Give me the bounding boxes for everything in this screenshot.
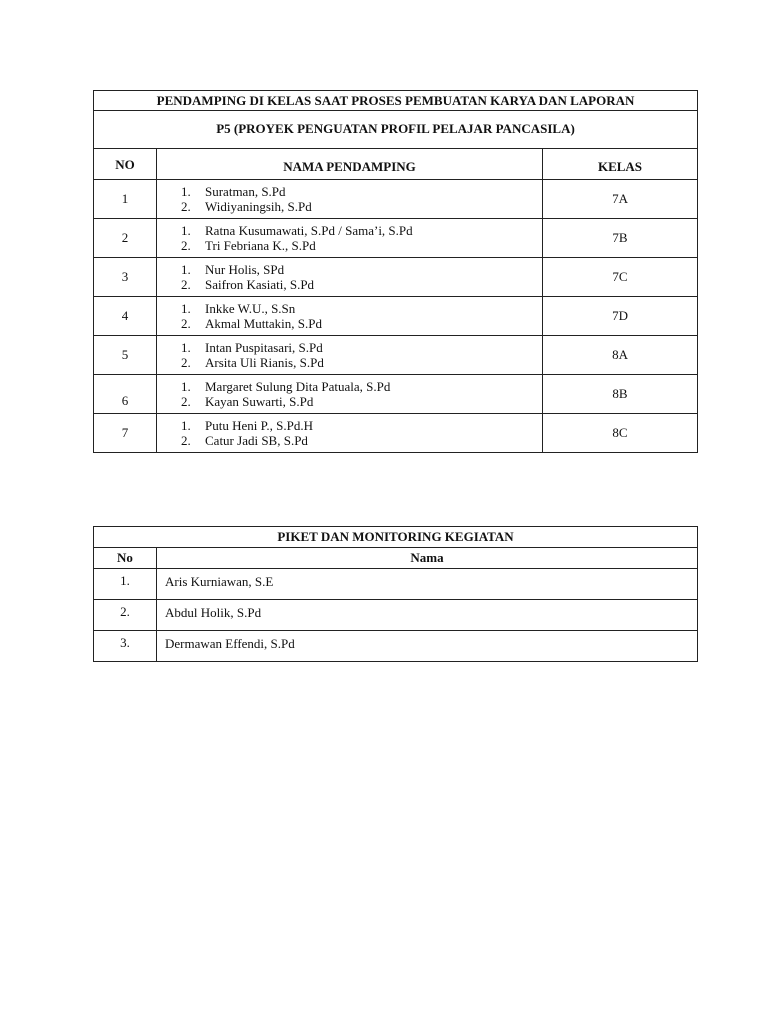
list-item — [181, 262, 542, 277]
pendamping-name: Nur Holis, SPd — [205, 262, 285, 277]
pendamping-name: Saifron Kasiati, S.Pd — [205, 277, 315, 292]
list-item-number: 2. — [181, 316, 191, 331]
table2-header-nama: Nama — [157, 548, 698, 569]
list-item — [181, 394, 542, 409]
pendamping-names — [157, 414, 543, 453]
table-row — [94, 375, 698, 414]
pendamping-name: Arsita Uli Rianis, S.Pd — [205, 355, 324, 370]
table-row — [94, 180, 698, 219]
list-item — [181, 316, 542, 331]
row-number: 1 — [94, 180, 157, 219]
list-item — [181, 418, 542, 433]
pendamping-name: Akmal Muttakin, S.Pd — [205, 316, 323, 331]
list-item — [181, 379, 542, 394]
list-item-number: 2. — [181, 355, 191, 370]
pendamping-names — [157, 258, 543, 297]
list-item-number: 1. — [181, 223, 191, 238]
table1-subtitle: P5 (PROYEK PENGUATAN PROFIL PELAJAR PANCASILA) — [94, 111, 698, 149]
table-row — [94, 600, 698, 631]
list-item-number: 1. — [181, 418, 191, 433]
piket-name: Abdul Holik, S.Pd — [157, 600, 698, 631]
table-row — [94, 569, 698, 600]
pendamping-name: Tri Febriana K., S.Pd — [205, 238, 316, 253]
table1-body — [94, 180, 698, 453]
row-number: 2. — [94, 600, 157, 631]
kelas-cell: 7B — [543, 219, 698, 258]
pendamping-name: Kayan Suwarti, S.Pd — [205, 394, 314, 409]
kelas-cell: 8B — [543, 375, 698, 414]
pendamping-names — [157, 297, 543, 336]
row-number: 3. — [94, 631, 157, 662]
piket-table — [93, 526, 698, 662]
row-number: 7 — [94, 414, 157, 453]
table-row — [94, 258, 698, 297]
list-item-number: 2. — [181, 199, 191, 214]
pendamping-name: Putu Heni P., S.Pd.H — [205, 418, 313, 433]
piket-name: Dermawan Effendi, S.Pd — [157, 631, 698, 662]
row-number: 4 — [94, 297, 157, 336]
kelas-cell: 7A — [543, 180, 698, 219]
pendamping-names — [157, 375, 543, 414]
list-item — [181, 340, 542, 355]
list-item-number: 2. — [181, 433, 191, 448]
list-item — [181, 184, 542, 199]
table-row — [94, 336, 698, 375]
list-item-number: 1. — [181, 379, 191, 394]
pendamping-names — [157, 180, 543, 219]
row-number: 3 — [94, 258, 157, 297]
list-item-number: 1. — [181, 184, 191, 199]
list-item — [181, 355, 542, 370]
col-header-nama: NAMA PENDAMPING — [157, 149, 543, 180]
kelas-cell: 8A — [543, 336, 698, 375]
table2-title: PIKET DAN MONITORING KEGIATAN — [94, 527, 698, 548]
table2-body — [94, 569, 698, 662]
col-header-no: NO — [94, 149, 157, 180]
pendamping-name: Catur Jadi SB, S.Pd — [205, 433, 308, 448]
list-item-number: 2. — [181, 277, 191, 292]
table1-title: PENDAMPING DI KELAS SAAT PROSES PEMBUATAN KARYA DAN LAPORAN — [94, 91, 698, 111]
row-number: 1. — [94, 569, 157, 600]
list-item — [181, 223, 542, 238]
list-item — [181, 238, 542, 253]
pendamping-name: Ratna Kusumawati, S.Pd / Sama’i, S.Pd — [205, 223, 413, 238]
kelas-cell: 7D — [543, 297, 698, 336]
list-item-number: 1. — [181, 262, 191, 277]
row-number: 6 — [94, 375, 157, 414]
pendamping-name: Suratman, S.Pd — [205, 184, 286, 199]
table-row — [94, 219, 698, 258]
list-item-number: 2. — [181, 238, 191, 253]
col-header-kelas: KELAS — [543, 149, 698, 180]
pendamping-table — [93, 90, 698, 453]
row-number: 5 — [94, 336, 157, 375]
kelas-cell: 8C — [543, 414, 698, 453]
kelas-cell: 7C — [543, 258, 698, 297]
list-item-number: 1. — [181, 340, 191, 355]
pendamping-name: Intan Puspitasari, S.Pd — [205, 340, 323, 355]
pendamping-name: Margaret Sulung Dita Patuala, S.Pd — [205, 379, 391, 394]
list-item — [181, 277, 542, 292]
list-item — [181, 301, 542, 316]
list-item-number: 2. — [181, 394, 191, 409]
list-item-number: 1. — [181, 301, 191, 316]
pendamping-names — [157, 336, 543, 375]
table-row — [94, 414, 698, 453]
table-row — [94, 631, 698, 662]
pendamping-name: Inkke W.U., S.Sn — [205, 301, 296, 316]
pendamping-names — [157, 219, 543, 258]
piket-name: Aris Kurniawan, S.E — [157, 569, 698, 600]
table2-header-no: No — [94, 548, 157, 569]
list-item — [181, 199, 542, 214]
pendamping-name: Widiyaningsih, S.Pd — [205, 199, 312, 214]
list-item — [181, 433, 542, 448]
table-row — [94, 297, 698, 336]
row-number: 2 — [94, 219, 157, 258]
